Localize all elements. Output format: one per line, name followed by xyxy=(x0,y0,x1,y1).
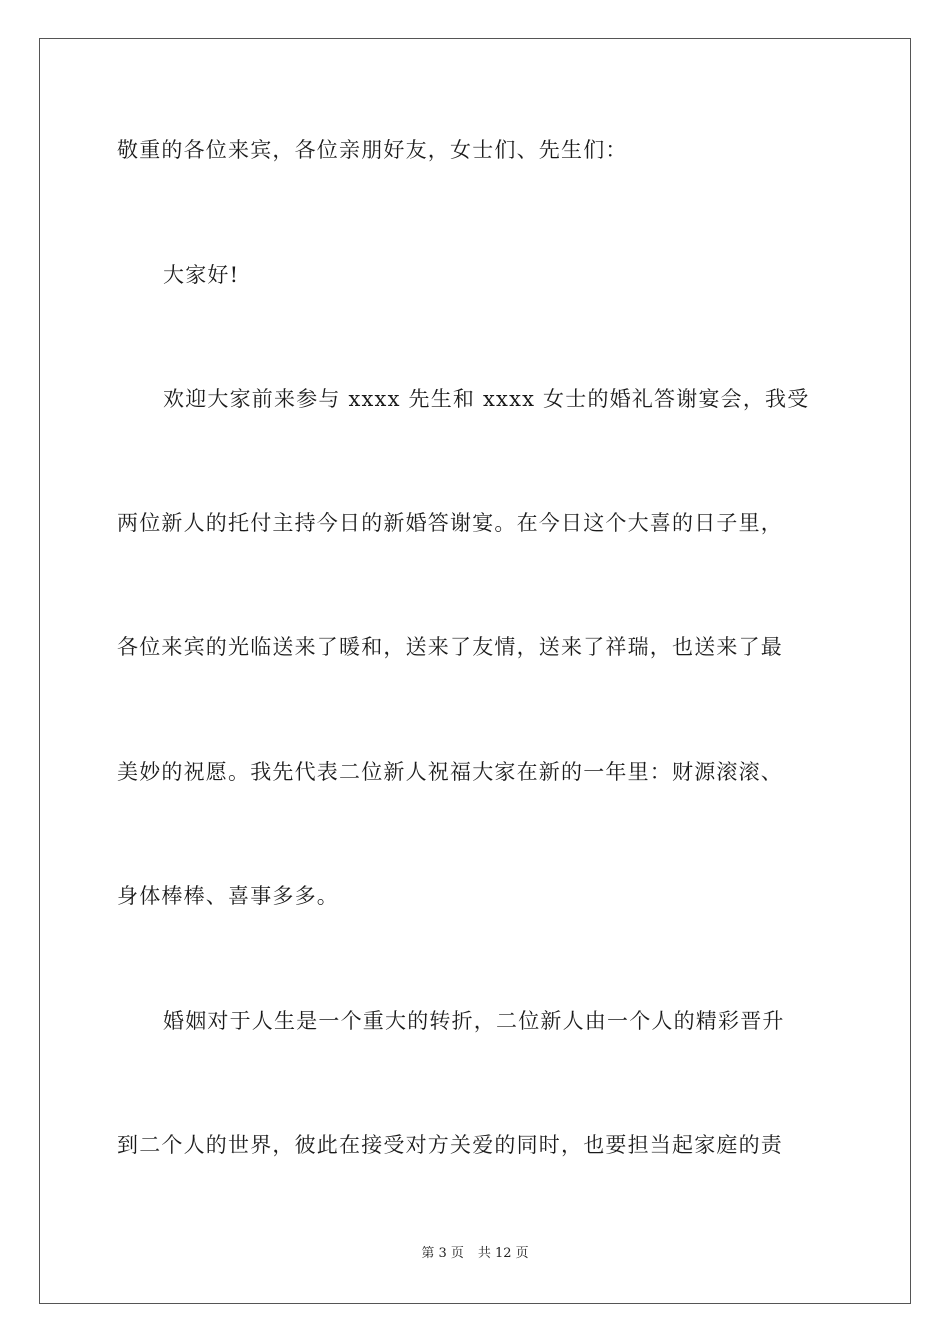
page-total: 共 12 页 xyxy=(477,1246,529,1261)
paragraph-line: 欢迎大家前来参与 xxxx 先生和 xxxx 女士的婚礼答谢宴会，我受 xyxy=(163,387,810,411)
paragraph-line: 美妙的祝愿。我先代表二位新人祝福大家在新的一年里：财源滚滚、 xyxy=(117,760,783,784)
page-footer xyxy=(0,1245,950,1263)
page-border xyxy=(39,38,911,1304)
paragraph-line: 到二个人的世界，彼此在接受对方关爱的同时，也要担当起家庭的责 xyxy=(117,1133,783,1157)
paragraph-line: 各位来宾的光临送来了暖和，送来了友情，送来了祥瑞，也送来了最 xyxy=(117,635,783,659)
salutation-line: 敬重的各位来宾，各位亲朋好友，女士们、先生们： xyxy=(117,138,628,162)
paragraph-line: 身体棒棒、喜事多多。 xyxy=(117,884,339,908)
greeting-line: 大家好! xyxy=(163,263,240,287)
paragraph-line: 两位新人的托付主持今日的新婚答谢宴。在今日这个大喜的日子里， xyxy=(117,511,783,535)
page-number: 第 3 页 xyxy=(421,1246,464,1261)
paragraph-line: 婚姻对于人生是一个重大的转折，二位新人由一个人的精彩晋升 xyxy=(163,1009,785,1033)
